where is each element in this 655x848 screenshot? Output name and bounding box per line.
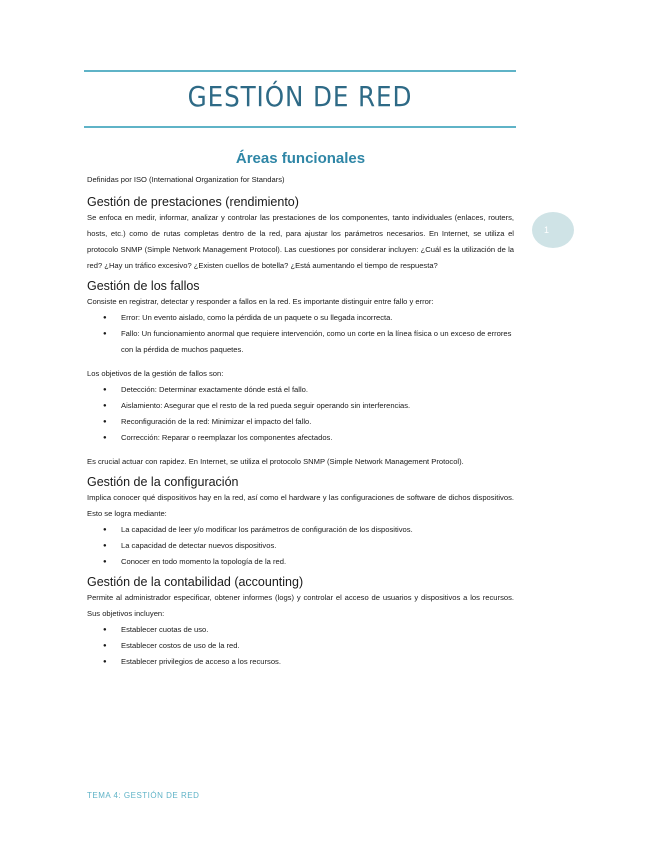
heading-prestaciones: Gestión de prestaciones (rendimiento)	[87, 195, 299, 209]
fallos-list	[87, 310, 514, 358]
list-item: ● La capacidad de detectar nuevos dispositivos.	[121, 538, 514, 554]
list-item: ● Detección: Determinar exactamente dónde está el fallo.	[121, 382, 514, 398]
configuracion-list	[87, 522, 514, 570]
list-item: ● Conocer en todo momento la topología de la red.	[121, 554, 514, 570]
fallos-text: Consiste en registrar, detectar y responder a fallos en la red. Es importante distinguir entre fallo y error:	[87, 297, 434, 306]
section-subtitle: Áreas funcionales	[235, 150, 366, 167]
list-item: ● Fallo: Un funcionamiento anormal que requiere intervención, como un corte en la línea física o un exceso de errores con la pérdida de muchos paquetes.	[121, 326, 514, 358]
page-footer: TEMA 4: GESTIÓN DE RED	[87, 791, 200, 800]
list-item: ● Establecer privilegios de acceso a los recursos.	[121, 654, 514, 670]
fallos-objectives-list	[87, 382, 514, 446]
list-item: ● Error: Un evento aislado, como la pérdida de un paquete o su llegada incorrecta.	[121, 310, 514, 326]
heading-configuracion: Gestión de la configuración	[87, 475, 239, 489]
defined-by-text: Definidas por ISO (International Organization for Standars)	[87, 175, 285, 184]
header-rule-bottom	[84, 126, 516, 128]
list-item: ● La capacidad de leer y/o modificar los parámetros de configuración de los dispositivos.	[121, 522, 514, 538]
page-number-badge: 1	[532, 212, 574, 248]
document-title: GESTIÓN DE RED	[187, 80, 413, 113]
contabilidad-list	[87, 622, 514, 670]
document-body	[87, 150, 514, 670]
list-item: ● Aislamiento: Asegurar que el resto de la red pueda seguir operando sin interferencias.	[121, 398, 514, 414]
heading-contabilidad: Gestión de la contabilidad (accounting)	[87, 575, 304, 589]
heading-fallos: Gestión de los fallos	[87, 279, 200, 293]
list-item: ● Reconfiguración de la red: Minimizar el impacto del fallo.	[121, 414, 514, 430]
contabilidad-text: Permite al administrador especificar, obtener informes (logs) y controlar el acceso de usuarios y dispositivos a los recursos. Sus objetivos incluyen:	[87, 593, 514, 618]
fallos-objectives-intro: Los objetivos de la gestión de fallos son:	[87, 369, 224, 378]
prestaciones-text: Se enfoca en medir, informar, analizar y controlar las prestaciones de los componentes, tanto individuales (enlaces, routers, hosts, etc.) como de rutas completas dentro de la red, para ajustar los parámetros necesarios. En Internet, se utiliza el protocolo SNMP (Simple Network Management Protocol). Las cuestiones por considerar incluyen: ¿Cuál es la utilización de la red? ¿Hay un tráfico excesivo? ¿Existen cuellos de botella? ¿Está aumentando el tiempo de respuesta?	[87, 213, 514, 270]
list-item: ● Establecer cuotas de uso.	[121, 622, 514, 638]
configuracion-text: Implica conocer qué dispositivos hay en la red, así como el hardware y las configuraciones de software de dichos dispositivos. Esto se logra mediante:	[87, 493, 514, 518]
header-rule-top	[84, 70, 516, 72]
list-item: ● Establecer costos de uso de la red.	[121, 638, 514, 654]
list-item: ● Corrección: Reparar o reemplazar los componentes afectados.	[121, 430, 514, 446]
fallos-closing: Es crucial actuar con rapidez. En Internet, se utiliza el protocolo SNMP (Simple Network Management Protocol).	[87, 457, 464, 466]
